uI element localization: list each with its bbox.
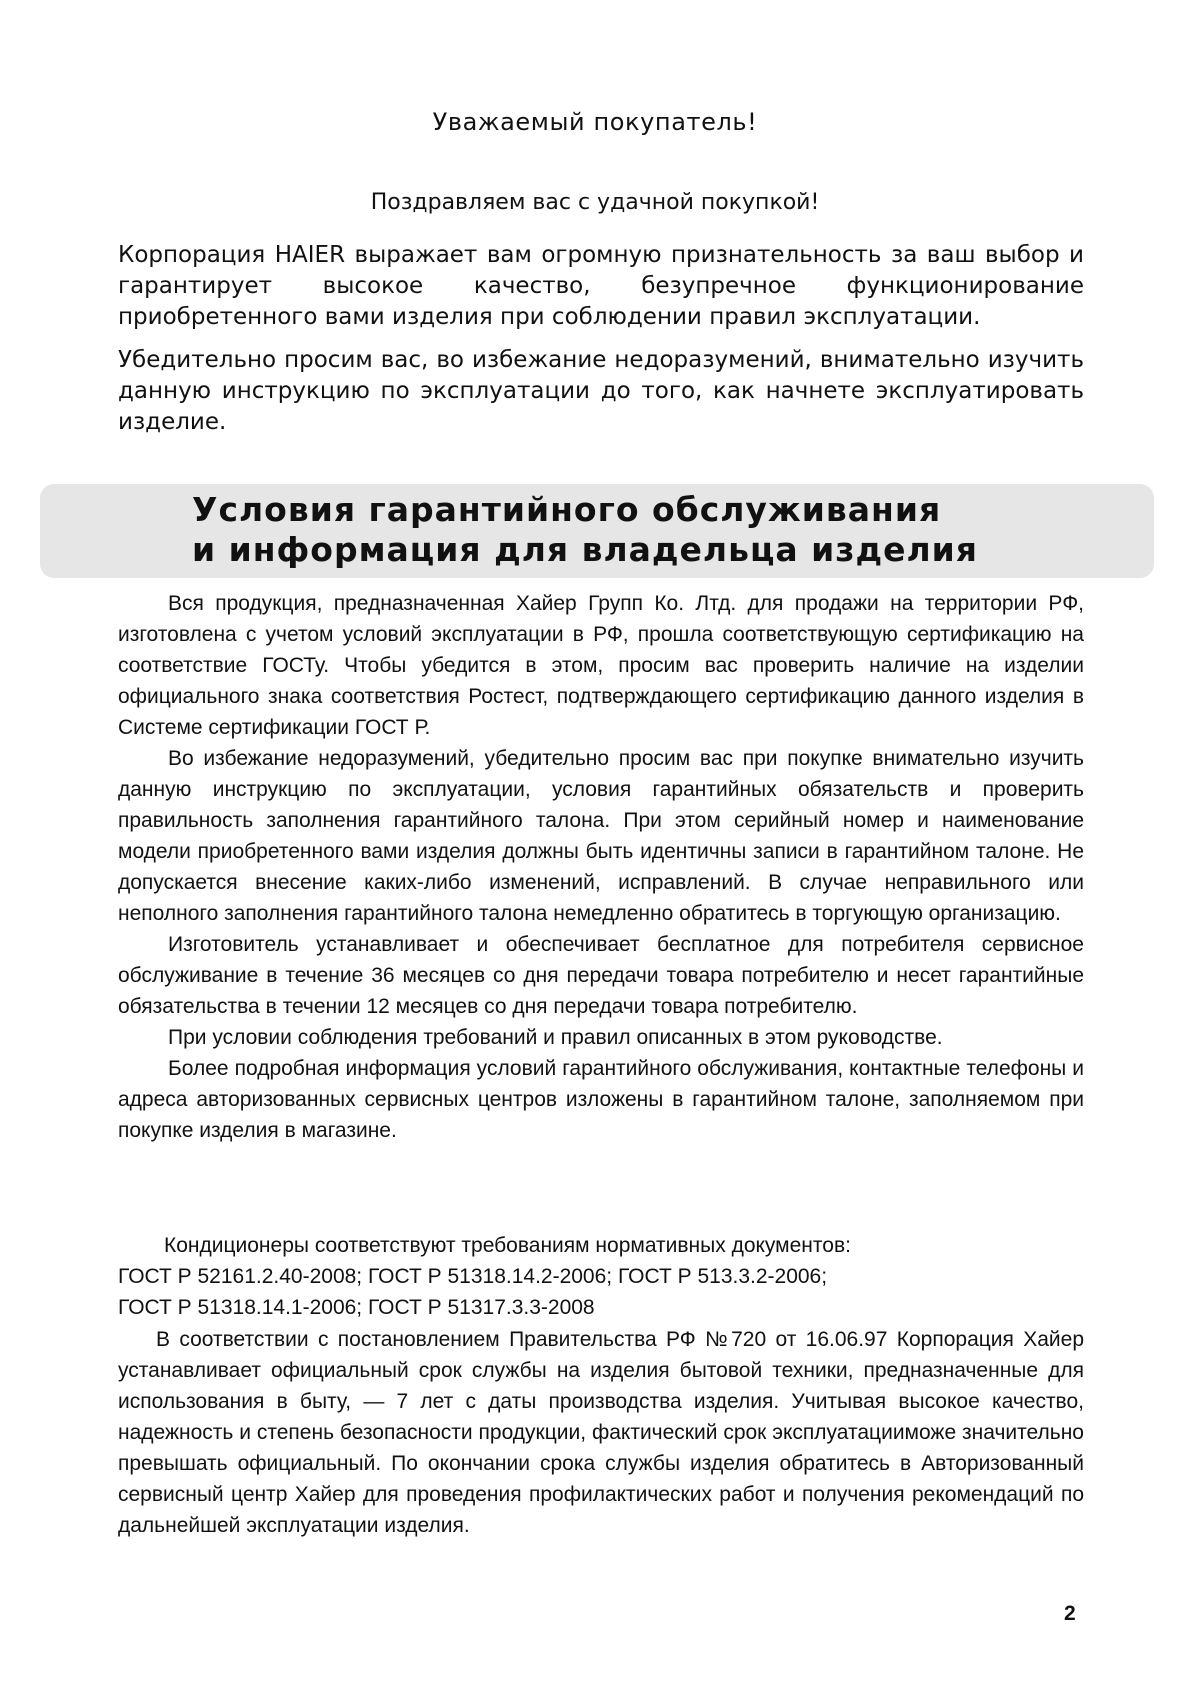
section-title — [192, 490, 978, 570]
service-life-paragraph: В соответствии с постановлением Правительства РФ №720 от 16.06.97 Корпорация Хайер устанавливает официальный срок службы на изделия бытовой техники, предназначенные для использования в быту, — 7 лет с даты производства изделия. Учитывая высокое качество, надежность и степень безопасности продукции, фактический срок эксплуатацииможе значительно превышать официальный. По окончании срока службы изделия обратитесь в Авторизованный сервисный центр Хайер для проведения профилактических работ и получения рекомендаций по дальнейшей эксплуатации изделия. — [118, 1328, 1084, 1537]
intro-paragraph-1: Корпорация HAIER выражает вам огромную признательность за ваш выбор и гарантирует высокое качество, безупречное функционирование приобретенного вами изделия при соблюдении правил эксплуатации. — [118, 242, 1084, 330]
section-title-line-1: Условия гарантийного обслуживания — [192, 490, 942, 529]
intro-paragraph-2: Убедительно просим вас, во избежание недоразумений, внимательно изучить данную инструкцию по эксплуатации до того, как начнете эксплуатировать изделие. — [118, 347, 1084, 435]
warranty-paragraph-1: Вся продукция, предназначенная Хайер Групп Ко. Лтд. для продажи на территории РФ, изготовлена с учетом условий эксплуатации в РФ, прошла соответствующую сертификацию на соответствие ГОСТу. Чтобы убедится в этом, просим вас проверить наличие на изделии официального знака соответствия Ростест, подтверждающего сертификацию данного изделия в Системе сертификации ГОСТ Р. — [118, 592, 1084, 739]
standards-block — [118, 1230, 1084, 1323]
warranty-paragraph-4: При условии соблюдения требований и правил описанных в этом руководстве. — [168, 1026, 943, 1049]
standards-line-2: ГОСТ Р 51318.14.1-2006; ГОСТ Р 51317.3.3-2008 — [118, 1296, 595, 1319]
standards-line-1: ГОСТ Р 52161.2.40-2008; ГОСТ Р 51318.14.2-2006; ГОСТ Р 513.3.2-2006; — [118, 1265, 828, 1288]
section-banner — [40, 484, 1154, 578]
congratulations-line: Поздравляем вас с удачной покупкой! — [370, 190, 820, 215]
page-number: 2 — [1064, 1602, 1076, 1625]
greeting-heading: Уважаемый покупатель! — [432, 108, 758, 136]
section-title-line-2: и информация для владельца изделия — [192, 530, 978, 569]
warranty-paragraph-3: Изготовитель устанавливает и обеспечивает бесплатное для потребителя сервисное обслуживание в течение 36 месяцев со дня передачи товара потребителю и несет гарантийные обязательства в течении 12 месяцев со дня передачи товара потребителю. — [118, 933, 1084, 1018]
warranty-paragraph-2: Во избежание недоразумений, убедительно просим вас при покупке внимательно изучить данную инструкцию по эксплуатации, условия гарантийных обязательств и проверить правильность заполнения гарантийного талона. При этом серийный номер и наименование модели приобретенного вами изделия должны быть идентичны записи в гарантийном талоне. Не допускается внесение каких-либо изменений, исправлений. В случае неправильного или неполного заполнения гарантийного талона немедленно обратитесь в торгующую организацию. — [118, 747, 1084, 925]
warranty-text — [118, 588, 1084, 1146]
warranty-paragraph-5: Более подробная информация условий гарантийного обслуживания, контактные телефоны и адреса авторизованных сервисных центров изложены в гарантийном талоне, заполняемом при покупке изделия в магазине. — [118, 1057, 1084, 1142]
standards-intro: Кондиционеры соответствуют требованиям нормативных документов: — [164, 1234, 851, 1257]
